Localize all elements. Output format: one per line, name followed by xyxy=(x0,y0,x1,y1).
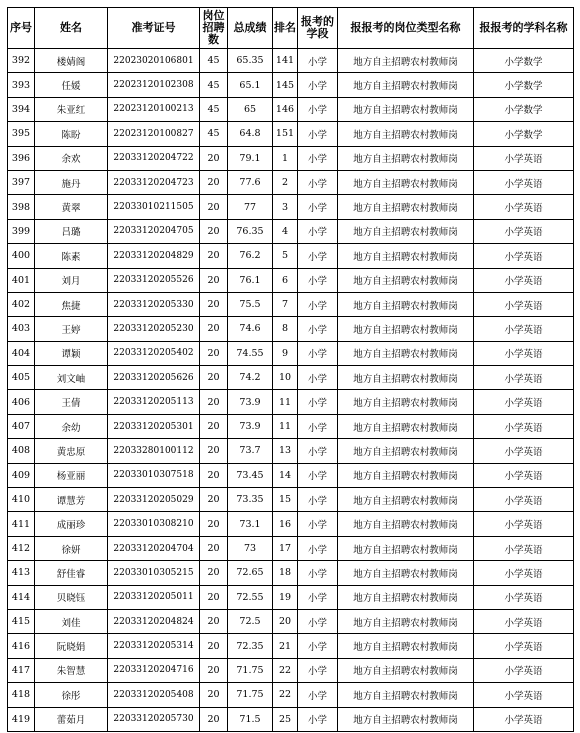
cell-name: 贝晓钰 xyxy=(35,585,108,609)
cell-name: 任媛 xyxy=(35,73,108,97)
cell-stage: 小学 xyxy=(298,414,338,438)
cell-score: 77.6 xyxy=(228,170,273,194)
cell-score: 73.7 xyxy=(228,439,273,463)
header-stage: 报考的学段 xyxy=(298,8,338,49)
cell-seq: 417 xyxy=(8,658,35,682)
cell-score: 73.35 xyxy=(228,488,273,512)
cell-score: 73 xyxy=(228,536,273,560)
cell-rank: 25 xyxy=(273,707,298,731)
cell-name: 成丽珍 xyxy=(35,512,108,536)
cell-rank: 6 xyxy=(273,268,298,292)
table-row xyxy=(8,170,574,194)
cell-exam-id: 22033120204829 xyxy=(108,244,200,268)
cell-subject: 小学英语 xyxy=(474,390,574,414)
cell-subject: 小学英语 xyxy=(474,170,574,194)
cell-name: 余欢 xyxy=(35,146,108,170)
cell-rank: 19 xyxy=(273,585,298,609)
table-row xyxy=(8,536,574,560)
cell-openings: 20 xyxy=(200,170,228,194)
cell-seq: 406 xyxy=(8,390,35,414)
cell-name: 蕾茹月 xyxy=(35,707,108,731)
cell-openings: 20 xyxy=(200,341,228,365)
cell-stage: 小学 xyxy=(298,439,338,463)
cell-openings: 20 xyxy=(200,146,228,170)
cell-subject: 小学英语 xyxy=(474,707,574,731)
cell-subject: 小学英语 xyxy=(474,317,574,341)
cell-rank: 10 xyxy=(273,366,298,390)
cell-score: 72.55 xyxy=(228,585,273,609)
cell-stage: 小学 xyxy=(298,609,338,633)
cell-seq: 398 xyxy=(8,195,35,219)
cell-exam-id: 22023120102308 xyxy=(108,73,200,97)
cell-seq: 408 xyxy=(8,439,35,463)
cell-seq: 407 xyxy=(8,414,35,438)
cell-post-type: 地方自主招聘农村教师岗 xyxy=(338,512,474,536)
cell-rank: 18 xyxy=(273,561,298,585)
cell-name: 陈素 xyxy=(35,244,108,268)
cell-post-type: 地方自主招聘农村教师岗 xyxy=(338,292,474,316)
cell-name: 吕璐 xyxy=(35,219,108,243)
cell-post-type: 地方自主招聘农村教师岗 xyxy=(338,658,474,682)
table-row xyxy=(8,561,574,585)
cell-post-type: 地方自主招聘农村教师岗 xyxy=(338,97,474,121)
cell-rank: 5 xyxy=(273,244,298,268)
cell-seq: 394 xyxy=(8,97,35,121)
cell-rank: 11 xyxy=(273,414,298,438)
table-row xyxy=(8,658,574,682)
cell-rank: 4 xyxy=(273,219,298,243)
cell-seq: 393 xyxy=(8,73,35,97)
cell-name: 刘月 xyxy=(35,268,108,292)
table-row xyxy=(8,195,574,219)
cell-openings: 20 xyxy=(200,195,228,219)
cell-post-type: 地方自主招聘农村教师岗 xyxy=(338,439,474,463)
cell-openings: 20 xyxy=(200,366,228,390)
cell-score: 64.8 xyxy=(228,122,273,146)
cell-exam-id: 22033120205113 xyxy=(108,390,200,414)
cell-openings: 20 xyxy=(200,634,228,658)
cell-score: 65 xyxy=(228,97,273,121)
cell-rank: 17 xyxy=(273,536,298,560)
cell-stage: 小学 xyxy=(298,195,338,219)
cell-seq: 419 xyxy=(8,707,35,731)
cell-name: 王婷 xyxy=(35,317,108,341)
cell-name: 刘佳 xyxy=(35,609,108,633)
cell-subject: 小学英语 xyxy=(474,414,574,438)
cell-stage: 小学 xyxy=(298,634,338,658)
cell-stage: 小学 xyxy=(298,683,338,707)
cell-seq: 402 xyxy=(8,292,35,316)
cell-stage: 小学 xyxy=(298,707,338,731)
cell-exam-id: 22033120205011 xyxy=(108,585,200,609)
cell-post-type: 地方自主招聘农村教师岗 xyxy=(338,683,474,707)
cell-post-type: 地方自主招聘农村教师岗 xyxy=(338,244,474,268)
cell-exam-id: 22033010305215 xyxy=(108,561,200,585)
table-row xyxy=(8,49,574,73)
cell-exam-id: 22033010308210 xyxy=(108,512,200,536)
cell-subject: 小学数学 xyxy=(474,73,574,97)
cell-subject: 小学英语 xyxy=(474,658,574,682)
cell-openings: 20 xyxy=(200,512,228,536)
cell-stage: 小学 xyxy=(298,512,338,536)
cell-seq: 403 xyxy=(8,317,35,341)
cell-stage: 小学 xyxy=(298,146,338,170)
cell-subject: 小学英语 xyxy=(474,585,574,609)
table-row xyxy=(8,146,574,170)
header-post-type: 报报考的岗位类型名称 xyxy=(338,8,474,49)
cell-stage: 小学 xyxy=(298,341,338,365)
cell-name: 焦捷 xyxy=(35,292,108,316)
cell-openings: 20 xyxy=(200,658,228,682)
cell-score: 74.2 xyxy=(228,366,273,390)
cell-subject: 小学数学 xyxy=(474,97,574,121)
cell-score: 65.1 xyxy=(228,73,273,97)
cell-stage: 小学 xyxy=(298,122,338,146)
cell-post-type: 地方自主招聘农村教师岗 xyxy=(338,634,474,658)
cell-seq: 413 xyxy=(8,561,35,585)
cell-exam-id: 22023120100827 xyxy=(108,122,200,146)
cell-openings: 20 xyxy=(200,414,228,438)
cell-score: 73.9 xyxy=(228,390,273,414)
cell-rank: 14 xyxy=(273,463,298,487)
cell-name: 王倩 xyxy=(35,390,108,414)
header-name: 姓名 xyxy=(35,8,108,49)
table-row xyxy=(8,366,574,390)
cell-openings: 20 xyxy=(200,536,228,560)
cell-seq: 400 xyxy=(8,244,35,268)
cell-rank: 151 xyxy=(273,122,298,146)
cell-name: 楼婧阁 xyxy=(35,49,108,73)
cell-rank: 2 xyxy=(273,170,298,194)
cell-score: 79.1 xyxy=(228,146,273,170)
cell-score: 76.2 xyxy=(228,244,273,268)
cell-score: 71.75 xyxy=(228,658,273,682)
table-row xyxy=(8,73,574,97)
cell-exam-id: 22033120205730 xyxy=(108,707,200,731)
cell-post-type: 地方自主招聘农村教师岗 xyxy=(338,561,474,585)
cell-post-type: 地方自主招聘农村教师岗 xyxy=(338,170,474,194)
cell-stage: 小学 xyxy=(298,170,338,194)
cell-exam-id: 22033120205330 xyxy=(108,292,200,316)
cell-subject: 小学数学 xyxy=(474,122,574,146)
header-openings: 岗位招聘数 xyxy=(200,8,228,49)
cell-name: 徐彤 xyxy=(35,683,108,707)
cell-exam-id: 22033120205230 xyxy=(108,317,200,341)
cell-subject: 小学数学 xyxy=(474,49,574,73)
cell-openings: 45 xyxy=(200,97,228,121)
cell-openings: 20 xyxy=(200,268,228,292)
cell-post-type: 地方自主招聘农村教师岗 xyxy=(338,268,474,292)
table-row xyxy=(8,244,574,268)
cell-subject: 小学英语 xyxy=(474,219,574,243)
cell-rank: 16 xyxy=(273,512,298,536)
cell-score: 73.9 xyxy=(228,414,273,438)
table-row xyxy=(8,414,574,438)
cell-post-type: 地方自主招聘农村教师岗 xyxy=(338,146,474,170)
cell-stage: 小学 xyxy=(298,97,338,121)
cell-rank: 20 xyxy=(273,609,298,633)
cell-name: 朱智慧 xyxy=(35,658,108,682)
cell-seq: 399 xyxy=(8,219,35,243)
cell-openings: 20 xyxy=(200,317,228,341)
table-row xyxy=(8,683,574,707)
cell-rank: 13 xyxy=(273,439,298,463)
cell-score: 76.1 xyxy=(228,268,273,292)
table-row xyxy=(8,609,574,633)
cell-post-type: 地方自主招聘农村教师岗 xyxy=(338,366,474,390)
cell-stage: 小学 xyxy=(298,317,338,341)
cell-seq: 405 xyxy=(8,366,35,390)
cell-stage: 小学 xyxy=(298,585,338,609)
cell-score: 71.75 xyxy=(228,683,273,707)
cell-openings: 20 xyxy=(200,463,228,487)
cell-seq: 411 xyxy=(8,512,35,536)
cell-post-type: 地方自主招聘农村教师岗 xyxy=(338,390,474,414)
cell-stage: 小学 xyxy=(298,292,338,316)
cell-score: 76.35 xyxy=(228,219,273,243)
cell-openings: 45 xyxy=(200,73,228,97)
table-row xyxy=(8,268,574,292)
cell-exam-id: 22033120204722 xyxy=(108,146,200,170)
cell-exam-id: 22033120204824 xyxy=(108,609,200,633)
cell-stage: 小学 xyxy=(298,488,338,512)
cell-post-type: 地方自主招聘农村教师岗 xyxy=(338,317,474,341)
cell-stage: 小学 xyxy=(298,244,338,268)
cell-stage: 小学 xyxy=(298,49,338,73)
cell-exam-id: 22033010307518 xyxy=(108,463,200,487)
cell-stage: 小学 xyxy=(298,658,338,682)
cell-name: 阮晓娟 xyxy=(35,634,108,658)
cell-score: 75.5 xyxy=(228,292,273,316)
cell-name: 黄翠 xyxy=(35,195,108,219)
cell-score: 74.55 xyxy=(228,341,273,365)
cell-stage: 小学 xyxy=(298,536,338,560)
cell-seq: 395 xyxy=(8,122,35,146)
cell-exam-id: 22033280100112 xyxy=(108,439,200,463)
table-body xyxy=(8,49,574,732)
cell-subject: 小学英语 xyxy=(474,341,574,365)
cell-score: 72.5 xyxy=(228,609,273,633)
table-row xyxy=(8,317,574,341)
cell-rank: 145 xyxy=(273,73,298,97)
cell-exam-id: 22033120205408 xyxy=(108,683,200,707)
cell-seq: 410 xyxy=(8,488,35,512)
cell-rank: 11 xyxy=(273,390,298,414)
cell-post-type: 地方自主招聘农村教师岗 xyxy=(338,707,474,731)
cell-exam-id: 22033120204704 xyxy=(108,536,200,560)
cell-post-type: 地方自主招聘农村教师岗 xyxy=(338,122,474,146)
cell-rank: 141 xyxy=(273,49,298,73)
header-seq: 序号 xyxy=(8,8,35,49)
cell-exam-id: 22033120205301 xyxy=(108,414,200,438)
cell-name: 徐妍 xyxy=(35,536,108,560)
cell-rank: 9 xyxy=(273,341,298,365)
cell-name: 杨亚丽 xyxy=(35,463,108,487)
cell-post-type: 地方自主招聘农村教师岗 xyxy=(338,463,474,487)
cell-seq: 404 xyxy=(8,341,35,365)
cell-subject: 小学英语 xyxy=(474,609,574,633)
cell-seq: 416 xyxy=(8,634,35,658)
cell-subject: 小学英语 xyxy=(474,268,574,292)
cell-openings: 20 xyxy=(200,585,228,609)
cell-post-type: 地方自主招聘农村教师岗 xyxy=(338,488,474,512)
cell-seq: 401 xyxy=(8,268,35,292)
cell-post-type: 地方自主招聘农村教师岗 xyxy=(338,585,474,609)
cell-rank: 15 xyxy=(273,488,298,512)
cell-openings: 20 xyxy=(200,707,228,731)
cell-post-type: 地方自主招聘农村教师岗 xyxy=(338,195,474,219)
cell-openings: 20 xyxy=(200,219,228,243)
cell-name: 黄忠原 xyxy=(35,439,108,463)
cell-exam-id: 22033010211505 xyxy=(108,195,200,219)
cell-subject: 小学英语 xyxy=(474,634,574,658)
cell-name: 谭慧芳 xyxy=(35,488,108,512)
cell-score: 73.45 xyxy=(228,463,273,487)
cell-score: 72.65 xyxy=(228,561,273,585)
cell-rank: 7 xyxy=(273,292,298,316)
cell-exam-id: 22033120205029 xyxy=(108,488,200,512)
cell-seq: 414 xyxy=(8,585,35,609)
cell-name: 施丹 xyxy=(35,170,108,194)
header-score: 总成绩 xyxy=(228,8,273,49)
table-row xyxy=(8,219,574,243)
header-row xyxy=(8,8,574,49)
cell-seq: 409 xyxy=(8,463,35,487)
table-row xyxy=(8,97,574,121)
cell-openings: 20 xyxy=(200,292,228,316)
cell-seq: 415 xyxy=(8,609,35,633)
table-row xyxy=(8,122,574,146)
cell-exam-id: 22033120204705 xyxy=(108,219,200,243)
cell-seq: 418 xyxy=(8,683,35,707)
cell-post-type: 地方自主招聘农村教师岗 xyxy=(338,49,474,73)
cell-subject: 小学英语 xyxy=(474,292,574,316)
cell-seq: 397 xyxy=(8,170,35,194)
table-row xyxy=(8,390,574,414)
cell-stage: 小学 xyxy=(298,268,338,292)
header-exam-id: 准考证号 xyxy=(108,8,200,49)
table-row xyxy=(8,439,574,463)
cell-seq: 412 xyxy=(8,536,35,560)
cell-score: 74.6 xyxy=(228,317,273,341)
table-row xyxy=(8,512,574,536)
cell-score: 77 xyxy=(228,195,273,219)
cell-name: 朱亚红 xyxy=(35,97,108,121)
cell-stage: 小学 xyxy=(298,366,338,390)
cell-openings: 20 xyxy=(200,244,228,268)
cell-stage: 小学 xyxy=(298,463,338,487)
cell-rank: 146 xyxy=(273,97,298,121)
cell-subject: 小学英语 xyxy=(474,463,574,487)
cell-subject: 小学英语 xyxy=(474,536,574,560)
cell-name: 谭颖 xyxy=(35,341,108,365)
cell-openings: 20 xyxy=(200,609,228,633)
table-row xyxy=(8,463,574,487)
cell-exam-id: 22033120204716 xyxy=(108,658,200,682)
cell-rank: 22 xyxy=(273,683,298,707)
cell-score: 73.1 xyxy=(228,512,273,536)
cell-openings: 20 xyxy=(200,561,228,585)
cell-exam-id: 22033120205526 xyxy=(108,268,200,292)
cell-post-type: 地方自主招聘农村教师岗 xyxy=(338,341,474,365)
cell-openings: 45 xyxy=(200,49,228,73)
cell-name: 余幼 xyxy=(35,414,108,438)
cell-stage: 小学 xyxy=(298,73,338,97)
table-row xyxy=(8,585,574,609)
cell-name: 舒佳睿 xyxy=(35,561,108,585)
cell-post-type: 地方自主招聘农村教师岗 xyxy=(338,536,474,560)
cell-subject: 小学英语 xyxy=(474,195,574,219)
results-table xyxy=(7,7,574,732)
cell-post-type: 地方自主招聘农村教师岗 xyxy=(338,414,474,438)
cell-subject: 小学英语 xyxy=(474,366,574,390)
table-row xyxy=(8,341,574,365)
cell-stage: 小学 xyxy=(298,561,338,585)
cell-subject: 小学英语 xyxy=(474,488,574,512)
cell-name: 陈盼 xyxy=(35,122,108,146)
cell-rank: 21 xyxy=(273,634,298,658)
cell-rank: 22 xyxy=(273,658,298,682)
cell-seq: 392 xyxy=(8,49,35,73)
cell-subject: 小学英语 xyxy=(474,439,574,463)
cell-score: 65.35 xyxy=(228,49,273,73)
cell-exam-id: 22033120205626 xyxy=(108,366,200,390)
cell-rank: 3 xyxy=(273,195,298,219)
cell-score: 71.5 xyxy=(228,707,273,731)
table-row xyxy=(8,488,574,512)
cell-subject: 小学英语 xyxy=(474,561,574,585)
header-subject: 报报考的学科名称 xyxy=(474,8,574,49)
cell-exam-id: 22033120205314 xyxy=(108,634,200,658)
table-row xyxy=(8,292,574,316)
cell-openings: 20 xyxy=(200,488,228,512)
table-row xyxy=(8,634,574,658)
cell-subject: 小学英语 xyxy=(474,146,574,170)
cell-post-type: 地方自主招聘农村教师岗 xyxy=(338,73,474,97)
cell-stage: 小学 xyxy=(298,390,338,414)
cell-score: 72.35 xyxy=(228,634,273,658)
header-rank: 排名 xyxy=(273,8,298,49)
cell-openings: 20 xyxy=(200,390,228,414)
cell-exam-id: 22023120100213 xyxy=(108,97,200,121)
cell-stage: 小学 xyxy=(298,219,338,243)
cell-exam-id: 22033120204723 xyxy=(108,170,200,194)
cell-rank: 8 xyxy=(273,317,298,341)
cell-post-type: 地方自主招聘农村教师岗 xyxy=(338,609,474,633)
cell-rank: 1 xyxy=(273,146,298,170)
cell-openings: 20 xyxy=(200,683,228,707)
cell-subject: 小学英语 xyxy=(474,512,574,536)
cell-subject: 小学英语 xyxy=(474,244,574,268)
cell-exam-id: 22033120205402 xyxy=(108,341,200,365)
cell-name: 刘文岫 xyxy=(35,366,108,390)
cell-exam-id: 22023020106801 xyxy=(108,49,200,73)
cell-seq: 396 xyxy=(8,146,35,170)
cell-openings: 20 xyxy=(200,439,228,463)
cell-openings: 45 xyxy=(200,122,228,146)
cell-post-type: 地方自主招聘农村教师岗 xyxy=(338,219,474,243)
table-row xyxy=(8,707,574,731)
cell-subject: 小学英语 xyxy=(474,683,574,707)
